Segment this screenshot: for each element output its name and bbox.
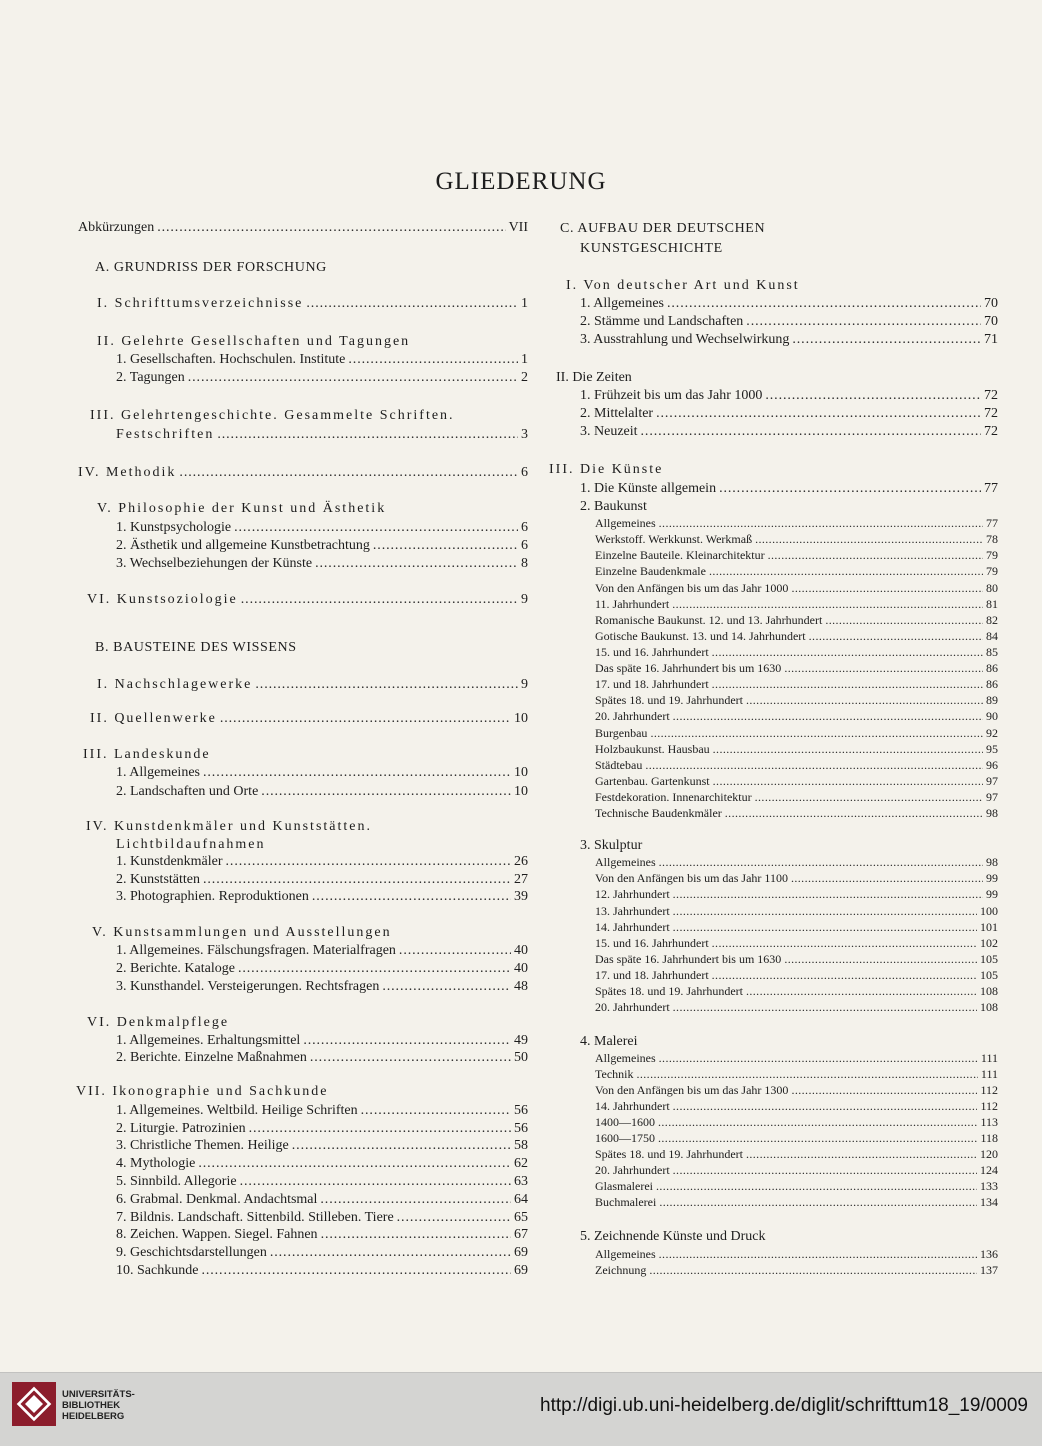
toc-entry[interactable]: 4. Mythologie . . . 62 [116, 1157, 528, 1171]
toc-entry[interactable]: I. Nachschlagewerke . . . 9 [97, 678, 528, 692]
toc-entry[interactable]: 2. Kunststätten . . . 27 [116, 873, 528, 887]
toc-entry[interactable]: Allgemeines . . . 77 [595, 517, 998, 529]
toc-entry[interactable]: 17. und 18. Jahrhundert . . . 86 [595, 678, 998, 690]
toc-entry[interactable]: Von den Anfängen bis um das Jahr 1000 . . . 80 [595, 582, 998, 594]
subsection-heading: II. Die Zeiten [556, 370, 632, 385]
toc-entry[interactable]: 17. und 18. Jahrhundert . . . 105 [595, 969, 998, 981]
toc-entry[interactable]: Buchmalerei . . . 134 [595, 1196, 998, 1208]
subsection-heading: IV. Kunstdenkmäler und Kunststätten. [86, 819, 372, 834]
page-title: GLIEDERUNG [435, 168, 607, 195]
toc-entry[interactable]: 3. Neuzeit . . . 72 [580, 425, 998, 439]
toc-entry[interactable]: Spätes 18. und 19. Jahrhundert . . . 120 [595, 1148, 998, 1160]
subsection-heading: Lichtbildaufnahmen [116, 837, 266, 852]
subsection-heading: I. Von deutscher Art und Kunst [566, 278, 800, 293]
toc-entry[interactable]: Gartenbau. Gartenkunst . . . 97 [595, 775, 998, 787]
section-heading: A. GRUNDRISS DER FORSCHUNG [95, 260, 327, 275]
toc-entry[interactable]: 3. Wechselbeziehungen der Künste . . . 8 [116, 557, 528, 571]
toc-entry[interactable]: 1. Kunstpsychologie . . . 6 [116, 521, 528, 535]
toc-entry[interactable]: 3. Photographien. Reproduktionen . . . 39 [116, 890, 528, 904]
toc-entry[interactable]: 1. Allgemeines. Erhaltungsmittel . . . 49 [116, 1034, 528, 1048]
toc-entry[interactable]: Technische Baudenkmäler . . . 98 [595, 807, 998, 819]
subsection-heading: 5. Zeichnende Künste und Druck [580, 1229, 766, 1244]
viewer-footer [0, 1372, 1042, 1446]
toc-column-right [549, 0, 998, 1372]
library-name: UNIVERSITÄTS- BIBLIOTHEK HEIDELBERG [62, 1389, 135, 1422]
toc-entry[interactable]: 7. Bildnis. Landschaft. Sittenbild. Stilleben. Tiere . . . 65 [116, 1211, 528, 1225]
toc-entry[interactable]: 3. Ausstrahlung und Wechselwirkung . . . 71 [580, 333, 998, 347]
toc-entry[interactable]: 6. Grabmal. Denkmal. Andachtsmal . . . 64 [116, 1193, 528, 1207]
section-heading: C. AUFBAU DER DEUTSCHEN [560, 221, 766, 236]
toc-entry[interactable]: 15. und 16. Jahrhundert . . . 85 [595, 646, 998, 658]
toc-entry[interactable]: 2. Landschaften und Orte . . . 10 [116, 785, 528, 799]
toc-entry[interactable]: I. Schrifttumsverzeichnisse . . . 1 [97, 297, 528, 311]
page-url[interactable]: http://digi.ub.uni-heidelberg.de/diglit/schrifttum18_19/0009 [540, 1395, 1028, 1416]
toc-entry[interactable]: Von den Anfängen bis um das Jahr 1100 . . . 99 [595, 872, 998, 884]
toc-entry[interactable]: 9. Geschichtsdarstellungen . . . 69 [116, 1246, 528, 1260]
toc-entry[interactable]: Einzelne Baudenkmale . . . 79 [595, 565, 998, 577]
section-heading: B. BAUSTEINE DES WISSENS [95, 640, 297, 655]
toc-entry[interactable]: Von den Anfängen bis um das Jahr 1300 . . . 112 [595, 1084, 998, 1096]
toc-entry[interactable]: 1. Kunstdenkmäler . . . 26 [116, 855, 528, 869]
toc-entry[interactable]: 20. Jahrhundert . . . 124 [595, 1164, 998, 1176]
toc-entry[interactable]: Städtebau . . . 96 [595, 759, 998, 771]
subsection-heading: 4. Malerei [580, 1034, 638, 1049]
toc-entry[interactable]: 1. Allgemeines. Fälschungsfragen. Materialfragen . . . 40 [116, 944, 528, 958]
toc-entry[interactable]: 2. Stämme und Landschaften . . . 70 [580, 315, 998, 329]
toc-entry[interactable]: 1600—1750 . . . 118 [595, 1132, 998, 1144]
subsection-heading: V. Kunstsammlungen und Ausstellungen [92, 925, 392, 940]
subsection-heading: VI. Denkmalpflege [87, 1015, 230, 1030]
toc-entry[interactable]: 1400—1600 . . . 113 [595, 1116, 998, 1128]
section-heading: KUNSTGESCHICHTE [580, 241, 723, 256]
toc-entry[interactable]: 1. Allgemeines . . . 70 [580, 297, 998, 311]
toc-entry[interactable]: Gotische Baukunst. 13. und 14. Jahrhundert . . . 84 [595, 630, 998, 642]
toc-entry[interactable]: 20. Jahrhundert . . . 108 [595, 1001, 998, 1013]
toc-entry[interactable]: Allgemeines . . . 136 [595, 1248, 998, 1260]
toc-entry[interactable]: 1. Die Künste allgemein . . . 77 [580, 482, 998, 496]
toc-entry[interactable]: 12. Jahrhundert . . . 99 [595, 888, 998, 900]
toc-entry[interactable]: Glasmalerei . . . 133 [595, 1180, 998, 1192]
toc-entry[interactable]: Abkürzungen . . . VII [78, 221, 528, 235]
toc-column-left [78, 0, 528, 1372]
toc-entry[interactable]: Das späte 16. Jahrhundert bis um 1630 . . . 105 [595, 953, 998, 965]
toc-entry[interactable]: Spätes 18. und 19. Jahrhundert . . . 108 [595, 985, 998, 997]
toc-entry[interactable]: 2. Liturgie. Patrozinien . . . 56 [116, 1122, 528, 1136]
toc-entry[interactable]: 5. Sinnbild. Allegorie . . . 63 [116, 1175, 528, 1189]
toc-entry[interactable]: 15. und 16. Jahrhundert . . . 102 [595, 937, 998, 949]
subsection-heading: 3. Skulptur [580, 838, 643, 853]
toc-entry[interactable]: 1. Frühzeit bis um das Jahr 1000 . . . 72 [580, 389, 998, 403]
toc-entry[interactable]: 2. Tagungen . . . 2 [116, 371, 528, 385]
toc-entry[interactable]: 13. Jahrhundert . . . 100 [595, 905, 998, 917]
toc-entry[interactable]: 14. Jahrhundert . . . 112 [595, 1100, 998, 1112]
toc-entry[interactable]: 14. Jahrhundert . . . 101 [595, 921, 998, 933]
toc-entry[interactable]: Spätes 18. und 19. Jahrhundert . . . 89 [595, 694, 998, 706]
subsection-heading: III. Die Künste [549, 462, 664, 477]
toc-entry[interactable]: 3. Christliche Themen. Heilige . . . 58 [116, 1139, 528, 1153]
toc-entry[interactable]: 20. Jahrhundert . . . 90 [595, 710, 998, 722]
toc-entry[interactable]: Einzelne Bauteile. Kleinarchitektur . . . 79 [595, 549, 998, 561]
toc-entry[interactable]: 2. Mittelalter . . . 72 [580, 407, 998, 421]
toc-entry[interactable]: Romanische Baukunst. 12. und 13. Jahrhundert . . . 82 [595, 614, 998, 626]
toc-entry[interactable]: Allgemeines . . . 111 [595, 1052, 998, 1064]
toc-entry[interactable]: 2. Berichte. Kataloge . . . 40 [116, 962, 528, 976]
toc-entry[interactable]: 3. Kunsthandel. Versteigerungen. Rechtsfragen . . . 48 [116, 980, 528, 994]
toc-entry[interactable]: 8. Zeichen. Wappen. Siegel. Fahnen . . . 67 [116, 1228, 528, 1242]
toc-entry[interactable]: Zeichnung . . . 137 [595, 1264, 998, 1276]
toc-entry[interactable]: 2. Ästhetik und allgemeine Kunstbetrachtung . . . 6 [116, 539, 528, 553]
subsection-heading: VII. Ikonographie und Sachkunde [76, 1084, 329, 1099]
toc-entry[interactable]: 11. Jahrhundert . . . 81 [595, 598, 998, 610]
toc-entry[interactable]: Allgemeines . . . 98 [595, 856, 998, 868]
subsection-heading: V. Philosophie der Kunst und Ästhetik [97, 501, 387, 516]
subsection-heading: 2. Baukunst [580, 499, 647, 514]
toc-entry[interactable]: 2. Berichte. Einzelne Maßnahmen . . . 50 [116, 1051, 528, 1065]
toc-entry[interactable]: 10. Sachkunde . . . 69 [116, 1264, 528, 1278]
toc-entry[interactable]: Festschriften . . . 3 [116, 428, 528, 442]
toc-entry[interactable]: Festdekoration. Innenarchitektur . . . 97 [595, 791, 998, 803]
toc-entry[interactable]: Werkstoff. Werkkunst. Werkmaß . . . 78 [595, 533, 998, 545]
toc-entry[interactable]: Holzbaukunst. Hausbau . . . 95 [595, 743, 998, 755]
toc-entry[interactable]: 1. Allgemeines. Weltbild. Heilige Schriften . . . 56 [116, 1104, 528, 1118]
library-logo-icon [12, 1382, 56, 1426]
subsection-heading: II. Gelehrte Gesellschaften und Tagungen [97, 334, 411, 349]
toc-entry[interactable]: 1. Allgemeines . . . 10 [116, 766, 528, 780]
subsection-heading: III. Landeskunde [83, 747, 211, 762]
toc-entry[interactable]: Das späte 16. Jahrhundert bis um 1630 . . . 86 [595, 662, 998, 674]
toc-entry[interactable]: II. Quellenwerke . . . 10 [90, 712, 528, 726]
toc-entry[interactable]: 1. Gesellschaften. Hochschulen. Institute . . . 1 [116, 353, 528, 367]
toc-entry[interactable]: IV. Methodik . . . 6 [78, 466, 528, 480]
subsection-heading: III. Gelehrtengeschichte. Gesammelte Schriften. [90, 408, 455, 423]
toc-entry[interactable]: Burgenbau . . . 92 [595, 727, 998, 739]
toc-entry[interactable]: Technik . . . 111 [595, 1068, 998, 1080]
toc-entry[interactable]: VI. Kunstsoziologie . . . 9 [87, 593, 528, 607]
